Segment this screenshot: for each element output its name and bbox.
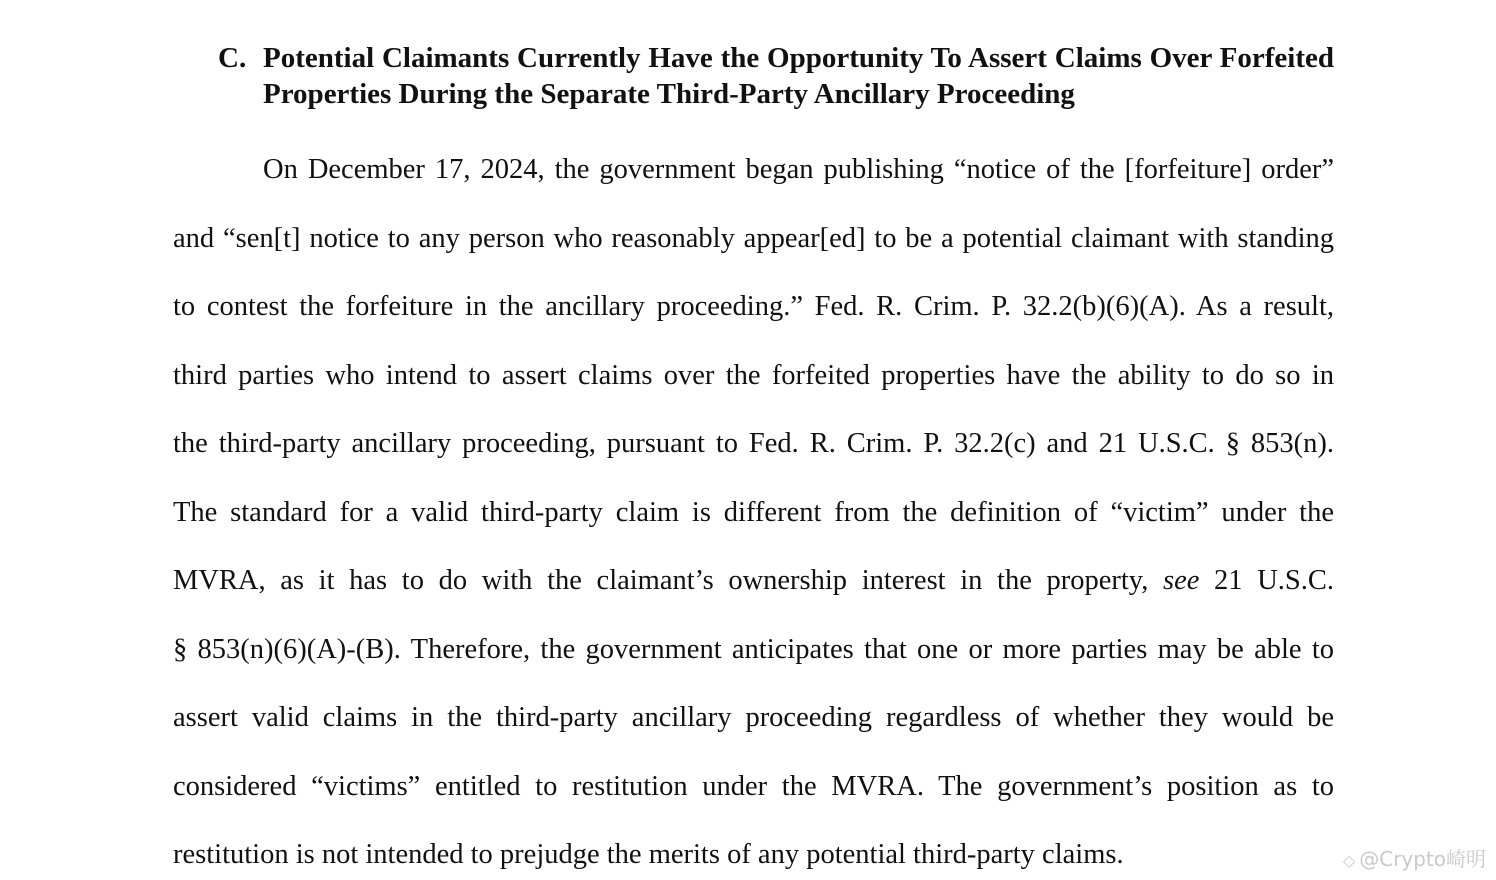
paragraph-line: The standard for a valid third-party claim is different from the definition of “victim” under the	[173, 496, 1334, 528]
paragraph-line: the third-party ancillary proceeding, pursuant to Fed. R. Crim. P. 32.2(c) and 21 U.S.C. § 853(n).	[173, 428, 1334, 459]
section-letter: C.	[218, 42, 247, 74]
paragraph-line: third parties who intend to assert claims over the forfeited properties have the ability to do so in	[173, 359, 1334, 391]
section-title: Potential Claimants Currently Have the Opportunity To Assert Claims Over Forfeited Properties During the Separate Third-Party Ancillary Proceeding	[263, 42, 1334, 110]
paragraph-line: restitution is not intended to prejudge the merits of any potential third-party claims.	[173, 839, 1124, 870]
paragraph-line: On December 17, 2024, the government began publishing “notice of the [forfeiture] order”	[263, 154, 1334, 185]
paragraph-line: assert valid claims in the third-party ancillary proceeding regardless of whether they would be	[173, 702, 1334, 733]
watermark-text: @Crypto崎明	[1359, 847, 1486, 871]
paragraph-line-with-italic	[173, 547, 1334, 616]
diamond-logo-icon: ◇	[1342, 851, 1356, 870]
body-paragraph	[173, 136, 1334, 880]
italic-signal: see	[1163, 565, 1200, 596]
watermark	[1343, 843, 1486, 872]
paragraph-line: and “sen[t] notice to any person who reasonably appear[ed] to be a potential claimant with standing	[173, 222, 1334, 254]
paragraph-line: to contest the forfeiture in the ancillary proceeding.” Fed. R. Crim. P. 32.2(b)(6)(A). As a result,	[173, 291, 1334, 322]
section-heading	[218, 40, 1334, 112]
paragraph-line: § 853(n)(6)(A)-(B). Therefore, the government anticipates that one or more parties may be able to	[173, 633, 1334, 665]
paragraph-text: 21 U.S.C.	[1214, 565, 1335, 596]
paragraph-text: MVRA, as it has to do with the claimant’s ownership interest in the property,	[173, 565, 1149, 596]
paragraph-line: considered “victims” entitled to restitution under the MVRA. The government’s position as to	[173, 770, 1334, 802]
